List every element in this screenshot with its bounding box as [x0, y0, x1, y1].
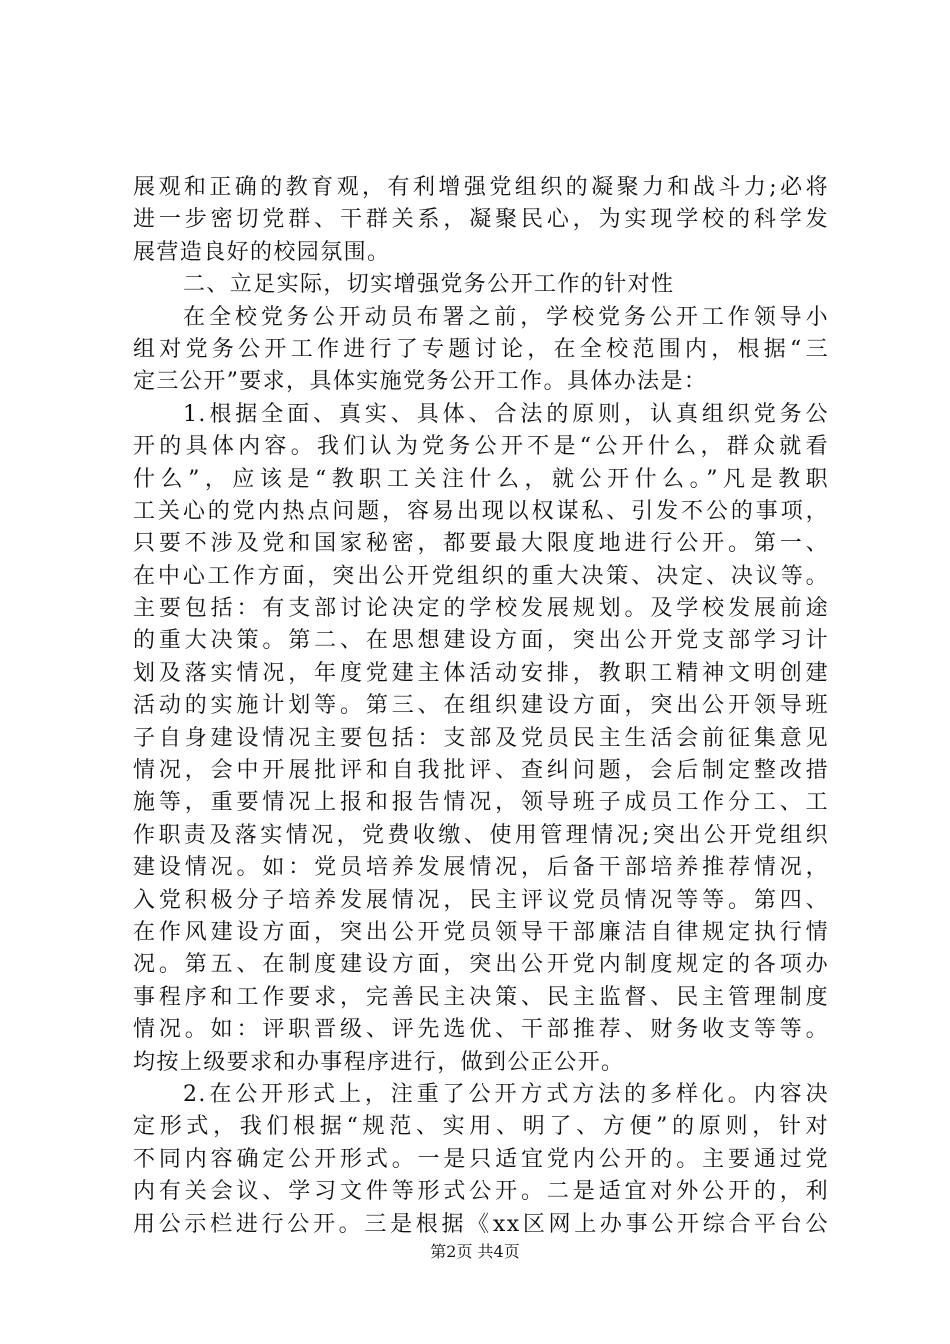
text-line: 定三公开”要求，具体实施党务公开工作。具体办法是：	[133, 369, 708, 395]
text-line: 子自身建设情况主要包括：支部及党员民主生活会前征集意见	[133, 725, 829, 751]
text-line: 施等，重要情况上报和报告情况，领导班子成员工作分工、工	[133, 790, 829, 816]
text-line: 不同内容确定公开形式。一是只适宜党内公开的。主要通过党	[133, 1146, 829, 1172]
text-line: 定形式，我们根据“规范、实用、明了、方便”的原则，针对	[133, 1114, 829, 1140]
text-line: 均按上级要求和办事程序进行，做到公正公开。	[133, 1049, 625, 1075]
text-line: 建设情况。如：党员培养发展情况，后备干部培养推荐情况，	[133, 855, 829, 881]
text-line: 况。第五、在制度建设方面，突出公开党内制度规定的各项办	[133, 952, 829, 978]
text-line: 2.在公开形式上，注重了公开方式方法的多样化。内容决	[183, 1081, 829, 1107]
text-line: 事程序和工作要求，完善民主决策、民主监督、民主管理制度	[133, 984, 829, 1010]
text-line: 在中心工作方面，突出公开党组织的重大决策、决定、决议等。	[133, 563, 829, 589]
text-line: 展营造良好的校园氛围。	[133, 239, 391, 265]
text-line: 工关心的党内热点问题，容易出现以权谋私、引发不公的事项，	[133, 498, 829, 524]
text-line: 入党积极分子培养发展情况，民主评议党员情况等等。第四、	[133, 887, 829, 913]
text-line: 1.根据全面、真实、具体、合法的原则，认真组织党务公	[183, 401, 829, 427]
text-line: 活动的实施计划等。第三、在组织建设方面，突出公开领导班	[133, 693, 829, 719]
text-line: 内有关会议、学习文件等形式公开。二是适宜对外公开的，利	[133, 1179, 829, 1205]
text-line: 什么”，应该是“教职工关注什么，就公开什么。”凡是教职	[133, 466, 829, 492]
text-line: 开的具体内容。我们认为党务公开不是“公开什么，群众就看	[133, 434, 829, 460]
document-body	[133, 172, 829, 1241]
text-line: 展观和正确的教育观，有利增强党组织的凝聚力和战斗力;必将	[133, 175, 829, 200]
text-line: 只要不涉及党和国家秘密，都要最大限度地进行公开。第一、	[133, 531, 829, 557]
text-line: 组对党务公开工作进行了专题讨论，在全校范围内，根据“三	[133, 336, 829, 362]
text-line: 用公示栏进行公开。三是根据《xx区网上办事公开综合平台公	[133, 1211, 829, 1237]
page-footer: 第2页 共4页	[430, 1242, 520, 1261]
text-line: 二、立足实际，切实增强党务公开工作的针对性	[183, 272, 675, 298]
text-line: 主要包括：有支部讨论决定的学校发展规划。及学校发展前途	[133, 596, 829, 622]
text-line: 进一步密切党群、干群关系，凝聚民心，为实现学校的科学发	[133, 207, 829, 233]
text-line: 的重大决策。第二、在思想建设方面，突出公开党支部学习计	[133, 628, 829, 654]
text-line: 在作风建设方面，突出公开党员领导干部廉洁自律规定执行情	[133, 919, 829, 945]
text-line: 划及落实情况，年度党建主体活动安排，教职工精神文明创建	[133, 660, 829, 686]
text-line: 在全校党务公开动员布署之前，学校党务公开工作领导小	[183, 304, 829, 330]
text-line: 情况。如：评职晋级、评先选优、干部推荐、财务收支等等。	[133, 1017, 829, 1043]
text-line: 情况，会中开展批评和自我批评、查纠问题，会后制定整改措	[133, 758, 829, 784]
text-line: 作职责及落实情况，党费收缴、使用管理情况;突出公开党组织	[133, 822, 829, 848]
